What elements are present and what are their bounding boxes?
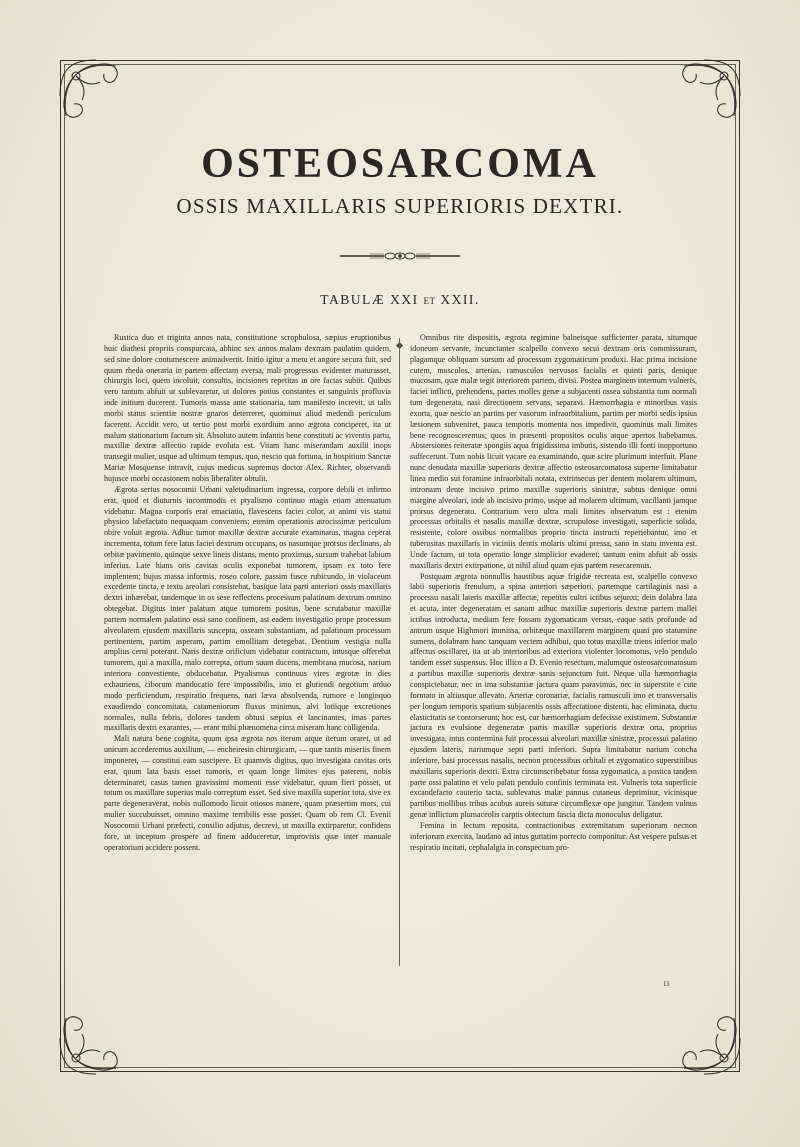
plates-suffix: XXII. bbox=[440, 292, 480, 307]
divider-ornament bbox=[340, 248, 460, 262]
corner-ornament-bottom-right bbox=[666, 1000, 744, 1078]
paragraph: Mali natura bene cognita, quum ipsa ægrota nos iterum atque iterum oraret, ut ad unicum accederemus auxilium, — encheiresin chirurgicam, — quæ tantis miseriis finem imponeret, — constitui eam suscipere. Et quamvis digitus, quo investigata cavitas oris erat, quum lata basis esset tumoris, et quam longe limites ejus paterent, nobis determinaret, casus tamen gravissimi momenti esse videbatur, quum fieri posset, ut totum os maxillare superius malo correptum esset. Sed sive maxilla superior tota, sive ex parte degeneraverat, nobis nullomodo licuit otiosos manere, quam præsertim mors, cui mulier succubuisset, omnino maxime terribilis esse posset. Quam ob rem Cl. Evenii Nosocomii Urbani præfecti, consilio adjutus, decrevi, ut maxilla extirparetur, confidens fore, ut inceptum prospere ad finem adduceretur, improvisis quæ inter manuale operatorium accidere possent. bbox=[104, 734, 391, 852]
plates-conjunction: ET bbox=[423, 296, 436, 306]
paragraph: Rustica duo et triginta annos nata, constitutione scrophulosa, sæpius eruptionibus huic diathesi propriis conspurcata, abhinc sex annos malam dextram paulatim quidem, sed sine dolore contumescere animadvertit. Initio igitur a metu et angore secura fuit, sed quum rheda oneraria in partem affectam eversa, mali progressus evidenter maturasset, chirurgis loci, quem incoluit, consultis, incisiones repetitas in ore factas subiit. Quibus vero tantum abfuit ut sublevaretur, ut dolores potius constantes et sanguinis profluvia inde initium ducerent. Tumoris massa ante stationaria, tam manifesto increvit, ut talis morbi status scientiæ nostræ gnaros deterreret, quominus aliud medendi periculum facerent. Accidit vero, ut tertio post morbi exordium anno ægrota conciperet, ita ut malum stationarium factum sit. Absoluto autem infantis bene constituti ac viventis partu, maxillæ dextræ affectio rapide evoluta est. Vitam hanc miserandam auxilii inops transegit mulier, usque ad ultimum tempus, quo, nescio qua fortuna, in hospitium Sanctæ Mariæ Mosquense intravit, cujus medicus supremus doctor Alex. Richter, observandi hujusce morbi occasionem nobis liberaliter obtulit. bbox=[104, 333, 391, 483]
corner-ornament-top-left bbox=[56, 56, 134, 134]
paragraph: Ægrota serius nosocomii Urbani valetudinarium ingressa, corpore debili et infirmo erat, quod et diuturnis incommodis et ptyalismo continuo magis etiam attenuatum videbatur. Magna corporis erat emaciatio, flavescens faciei color, at animi vis statui physico labefactato nequaquam conveniens; etenim operationis atrocissimæ periculum obire voluit ægrota. Adhuc tumor maxillæ dextræ accurate examinatus, magna ceperat incrementa, totum fere latus faciei dextrum occupans, os nasumque prorsus declinans, ab orbitæ pavimento, quinque sexve lineis distans, mento proximus, sursum trahebat labium inferius. Late hians oris cavitas oculis exponebat tumorem, ipsam ex toto fere implentem; hujus massa informis, roseo colore, passim fusce rubicundo, in violaceum excedente tincta, e textu areolari consistebat, basique lata parti anteriori ossis maxillaris dextri inhærebat, tandemque in os sese reflectens processum palatinum dextrum omnino obtegebat. Digitus inter palatum atque tumorem positus, bene scrutabatur maxillæ partem normalem palatino ossi sano confinem, ast eadem investigatio prope processum alveolarem ejusdem maxillaris suscepta, osseam substantiam, ad palatinum processum pertinentem, partim asperam, partim emollitam detegebat. Dentium vestigia nulla amplius cerni poterant. Naris dextræ orificium videbatur contractum, intusque offerebat tumorem, qui a maxilla, malo correpta, ortum suum ducens, membrana mucosa, narium interiora convestiente, obducebatur. Ptyalismus continuus vires ægrotæ in dies exhauriens, ciborum manducatio fere impossibilis, imo et glutiendi negotium arduo modo perficiendum, respiratio frequens, nari læva absolvenda, rumore e longinquo exaudiendo concomitata, catameniorum fluxus minimus, alvi lotiique excretiones normales, nulla febris, dolores tandem obtusi sæpius et lancinantes, imas partes maxillaris dextri exarantes, — erant mihi phænomena circa miseram hanc colligenda. bbox=[104, 484, 391, 733]
plates-prefix: TABULÆ XXI bbox=[320, 292, 419, 307]
paragraph: Omnibus rite dispositis, ægrota regimine balneisque sufficienter parata, situmque idoneum servante, incunctanter scalpello convexo secui dextram oris commissuram, plagamque obliquam sursum ad processum zygomaticum produxi. Hac prima incisione cutem, musculos, arterias, ramusculos nervosos facialis et quinti paris, denique mucosam, quæ malæ tegit interiorem partem, divisi. Postea marginem internum vulneris, faciei inflicti, prehendens, partes molles genæ a subjacenti ossea substantia tum normali tum degenerata, nasi directionem servans, separavi. Hæmorrhagia e minoribus vasis exorta, quæ nescio an partim per vasorum infraorbitalium, partim per morbi sedis ipsius læsionem subveniret, pauca temporis momenta nos impedivit, quominus mali limites bene recognosceremus; quos in præsenti propositos oculis atque apertos habebamus. Abstersiones reiteratæ spongiis aqua frigidissima imbutis, sistendo illi fonti inopportuno suffecerunt. Tum nobis licuit vacare ea examinando, quæ scire plurimum interfuit. Plane nunc denudata maxillæ superioris dextræ affectio osteosarcomatosa superne limitabatur linea medio sui foramine infraorbitali notata, extrinsecus per dentem molarem ultimum, introrsum dente incisivo primo maxillæ superioris sinistræ, subtus denique omni margine alveolari, inde ab incisivo primo, usque ad molarem ultimum, vacillanti jamque prorsus degenerato. Contrarium vero ultra mali limites observatum est : etenim processus orbitalis et nasalis maxillæ dextræ, scrupulose investigati, superficie solida, resistente, colore ossibus normalibus proprio tincta instructi reperiebantur, imo et tuberositas maxillaris in viciniis dentis molaris ultimi pressa, sano in statu inventa est. Unde factum, ut tota operatio longe simplicior evaderet; tantum enim abfuit ab ossis maxillaris dextri extirpatione, ut nihil aliud quam ejus partem resecaremus. bbox=[410, 333, 697, 570]
corner-ornament-top-right bbox=[666, 56, 744, 134]
plates-heading bbox=[0, 292, 800, 308]
paragraph: Postquam ægrota nonnullis haustibus aquæ frigidæ recreata est, scalpello convexo labii superioris frenulum, a spina anteriori sæperiori, partemque cartilaginis nasi a processu nasali lateris maxillæ affectæ, repetitis cultri ictibus sejunxi; dein dolabra lata et acuta, inter degeneratam et sanam adhuc maxillæ superioris dextræ partem mallei ictibus introducta, mediam fere fossam zygomaticam versus, eaque satis profunde ad antrum usque Highmori immissa, orbitæque maxillarem marginem quasi pro statumine sumens, dolabram hanc tanquam vectem adhibui, quo totus maxillæ triens inferior malo affectus oscillaret, ita ut ab interioribus ad exteriora violenter locomotus, velo pendulo tandem esset suspensus. Hoc illico a D. Evenio resectum, malumque osteosarcomatosum a partibus maxillæ superioris dextræ sanis sejunctum fuit. Neque ulla hæmorrhagia conspiciebatur, nec in ima substantiæ jactura quam paravimus, nec in superstite e cute formato in altiusque allevato. Arteriæ coronariæ, facialis ramusculi imo et transversalis per longum temporis spatium subjacentis ossis affectatione distenti, hac eliminata, ductu elasticitatis se contorserunt; hoc est, cur hæmorrhagiam defecisse existimem. Substantiæ jactura ex evulsione degeneratæ partis maxillæ superioris dextræ orta, proprius investigata, intus contermina fuit processui alveolari maxillæ sinistræ, processui palatino ejusdem lateris, nariumque septi parti inferiori. Supra limitabatur narium concha inferiore, basi processus nasalis, necnon processibus orbitali et zygomatico superstitibus maxillaris superioris dextri. Extra circumscribebatur fossa zygomatica, a postica tandem parte ossi palatino et velo palati pendulo confinis terminata est. Vulneris tota superficie excandefacto cauterio tacta, sublevatus malæ pannus cutaneus deprimitur, vicinisque partibus mollibus tribus acubus aureis suturæ circumflexæ ope jungitur. Tandem vulnus genæ inflictum plumaceolis carptis obtectum fascia dicta monoculus deligatur. bbox=[410, 571, 697, 820]
column-divider bbox=[399, 338, 400, 966]
right-column bbox=[410, 333, 697, 854]
page-subtitle: OSSIS MAXILLARIS SUPERIORIS DEXTRI. bbox=[176, 194, 624, 218]
corner-ornament-bottom-left bbox=[56, 1000, 134, 1078]
page-title: OSTEOSARCOMA bbox=[201, 141, 599, 187]
left-column bbox=[104, 333, 391, 854]
signature-mark: 11 bbox=[663, 980, 670, 988]
paragraph: Femina in lectum reposita, contractionibus extremitatum superiorum necnon inferiorum exercita, laudano ad intus guttatim porrecto componitur. Ast vespere pulsus et respiratio incitati, cephalalgia in conspectum pro- bbox=[410, 820, 697, 852]
